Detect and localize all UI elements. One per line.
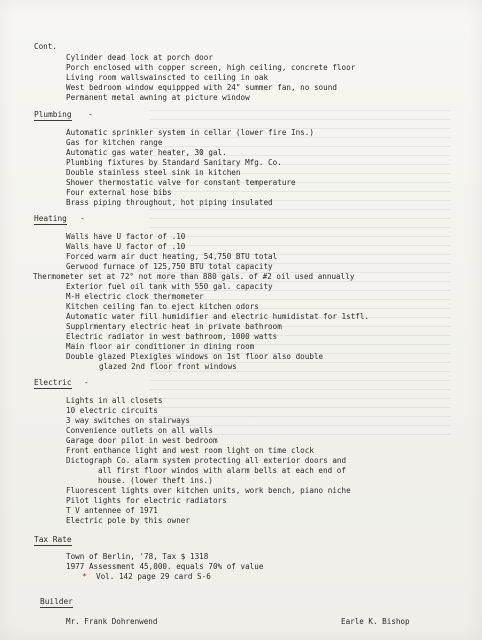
electric-line-6: Front enthance light and west room light on time clock <box>66 446 314 455</box>
cont-line-3: Living room wallswainscted to ceiling in oak <box>66 73 269 82</box>
plumbing-line-8: Brass piping throughout, hot piping insulated <box>66 198 273 207</box>
heating-line-14: glazed 2nd floor front windows <box>99 362 237 371</box>
heating-dash: - <box>80 214 85 223</box>
electric-line-4: Convenience outlets on all walls <box>66 426 213 435</box>
owner-signature-name: Earle K. Bishop <box>341 617 410 626</box>
cont-heading: Cont. <box>34 42 57 51</box>
heating-line-4: Gerwood furnace of 125,750 BTU total capacity <box>66 262 273 271</box>
electric-line-5: Garage door pilot in west bedroom <box>66 436 218 445</box>
plumbing-dash: - <box>88 110 93 119</box>
plumbing-line-4: Plumbing fixtures by Standard Sanitary Mfg. Co. <box>66 158 282 167</box>
plumbing-line-7: Four external hose bibs <box>66 188 172 197</box>
cont-line-2: Porch enclosed with copper screen, high ceiling, concrete floor <box>66 63 356 72</box>
heating-line-3: Forced warm air duct heating, 54,750 BTU total <box>66 252 278 261</box>
electric-line-8: all first floor windos with alarm bells at each end of <box>98 466 346 475</box>
heating-line-8: Kitchen ceiling fan to eject kitchen odors <box>66 302 259 311</box>
tax-line-3: Vol. 142 page 29 card S-6 <box>96 572 211 581</box>
plumbing-line-2: Gas for kitchen range <box>66 138 163 147</box>
heating-line-11: Electric radiator in west bathroom, 1000 watts <box>66 332 278 341</box>
electric-line-3: 3 way switches on stairways <box>66 416 190 425</box>
plumbing-line-1: Automatic sprinkler system in cellar (lower fire Ins.) <box>66 128 314 137</box>
heating-line-9: Automatic water fill humidifier and electric humidistat for 1stfl. <box>66 312 370 321</box>
electric-line-11: Pilot lights for electric radiators <box>66 496 227 505</box>
electric-line-13: Electric pole by this owner <box>66 516 190 525</box>
cont-line-1: Cylinder dead lock at porch door <box>66 53 213 62</box>
plumbing-line-6: Shower thermostatic valve for constant temperature <box>66 178 296 187</box>
tax-heading: Tax Rate <box>34 535 72 544</box>
tax-line-2: 1977 Assessment 45,000. equals 70% of value <box>66 562 264 571</box>
heating-line-13: Double glazed Plexigles windows on 1st floor also double <box>66 352 324 361</box>
heating-line-7: M-H electric clock thermometer <box>66 292 204 301</box>
heating-line-12: Main floor air conditioner in dining room <box>66 342 255 351</box>
builder-heading: Builder <box>40 597 73 606</box>
electric-line-2: 10 electric circuits <box>66 406 158 415</box>
heating-line-2: Walls have U factor of .10 <box>66 242 186 251</box>
builder-name: Mr. Frank Dohrenwend <box>66 617 158 626</box>
heating-line-6: Exterior fuel oil tank with 550 gal. capacity <box>66 282 273 291</box>
plumbing-line-3: Automatic gas water heater, 30 gal. <box>66 148 227 157</box>
electric-heading: Electric <box>34 378 72 387</box>
heating-line-1: Walls have U factor of .10 <box>66 232 186 241</box>
plumbing-heading: Plumbing <box>34 110 72 119</box>
plumbing-line-5: Double stainless steel sink in kitchen <box>66 168 241 177</box>
heating-heading: Heating <box>34 214 67 223</box>
cont-line-4: West bedroom window equippped with 24" summer fan, no sound <box>66 83 337 92</box>
cont-line-5: Permanent metal awning at picture window <box>66 93 250 102</box>
tax-line-1: Town of Berlin, '78, Tax $ 1318 <box>66 552 209 561</box>
electric-line-9: house. (lower theft ins.) <box>98 476 213 485</box>
electric-dash: - <box>84 378 89 387</box>
tax-asterisk-mark: * <box>82 572 87 581</box>
heating-line-5: Thermometer set at 72° not more than 880 gals. of #2 oil used annually <box>33 272 355 281</box>
electric-line-1: Lights in all closets <box>66 396 163 405</box>
electric-line-10: Fluorescent lights over kitchen units, work bench, piano niche <box>66 486 351 495</box>
electric-line-12: T V antennee of 1971 <box>66 506 158 515</box>
heating-line-10: Supplrmentary electric heat in private bathroom <box>66 322 282 331</box>
electric-line-7: Dictograph Co. alarm system protecting all exterior doors and <box>66 456 347 465</box>
